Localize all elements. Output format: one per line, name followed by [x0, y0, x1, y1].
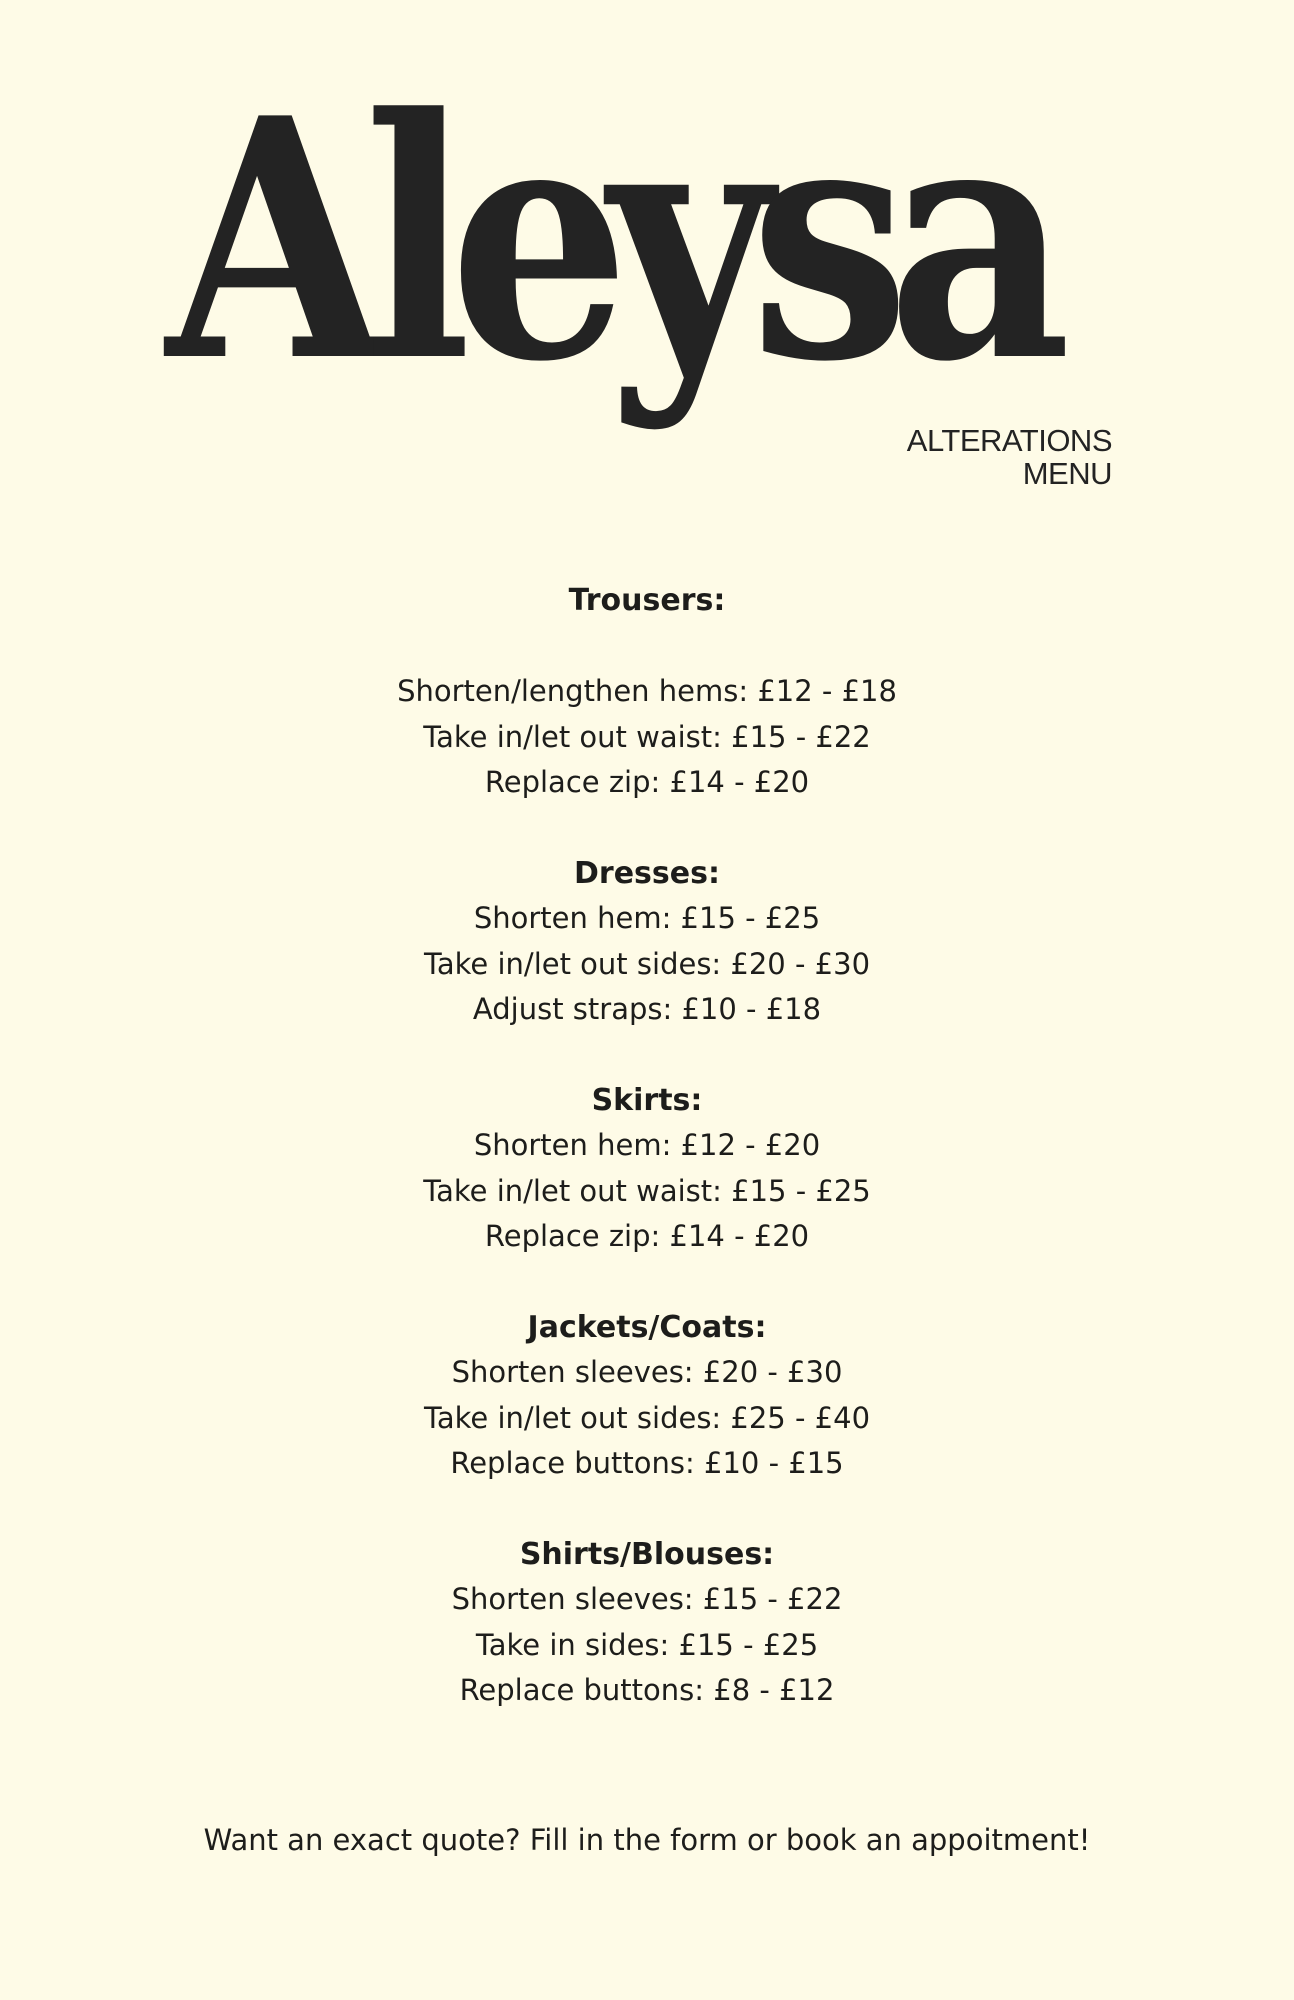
section-heading: Jackets/Coats:: [527, 1309, 767, 1345]
menu-item: Shorten hem: £12 - £20: [473, 1128, 821, 1162]
menu-item: Take in/let out waist: £15 - £25: [423, 1173, 871, 1208]
menu-section-shirts-blouses: [0, 1532, 1294, 1714]
menu-item: Replace buttons: £8 - £12: [459, 1673, 835, 1707]
alterations-menu: [0, 578, 1294, 1714]
menu-item: Adjust straps: £10 - £18: [472, 992, 822, 1026]
menu-item: Take in/let out waist: £15 - £22: [423, 719, 871, 754]
section-heading: Shirts/Blouses:: [519, 1536, 775, 1572]
menu-section-dresses: [0, 851, 1294, 1033]
menu-item: Shorten/lengthen hems: £12 - £18: [397, 674, 897, 708]
menu-item: Replace zip: £14 - £20: [484, 1219, 810, 1253]
menu-section-skirts: [0, 1078, 1294, 1260]
subtitle-line-1: ALTERATIONS: [906, 423, 1112, 458]
menu-item: Take in sides: £15 - £25: [475, 1627, 819, 1662]
menu-section-jackets-coats: [0, 1305, 1294, 1487]
menu-item: Shorten hem: £15 - £25: [473, 901, 821, 935]
menu-item: Shorten sleeves: £20 - £30: [451, 1355, 843, 1389]
brand-subtitle: [907, 424, 1112, 490]
section-heading: Dresses:: [574, 855, 720, 891]
menu-item: Shorten sleeves: £15 - £22: [451, 1582, 843, 1616]
subtitle-line-2: MENU: [1022, 456, 1112, 491]
brand-name: Aleysa: [166, 46, 1049, 434]
menu-item: Take in/let out sides: £20 - £30: [423, 946, 871, 981]
menu-item: Replace zip: £14 - £20: [484, 765, 810, 799]
menu-item: Take in/let out sides: £25 - £40: [423, 1400, 871, 1435]
menu-item: Replace buttons: £10 - £15: [450, 1446, 844, 1480]
menu-section-trousers: [0, 578, 1294, 806]
section-heading: Trousers:: [568, 583, 726, 618]
section-heading: Skirts:: [591, 1082, 703, 1118]
footer-note: Want an exact quote? Fill in the form or book an appoitment!: [203, 1823, 1091, 1857]
